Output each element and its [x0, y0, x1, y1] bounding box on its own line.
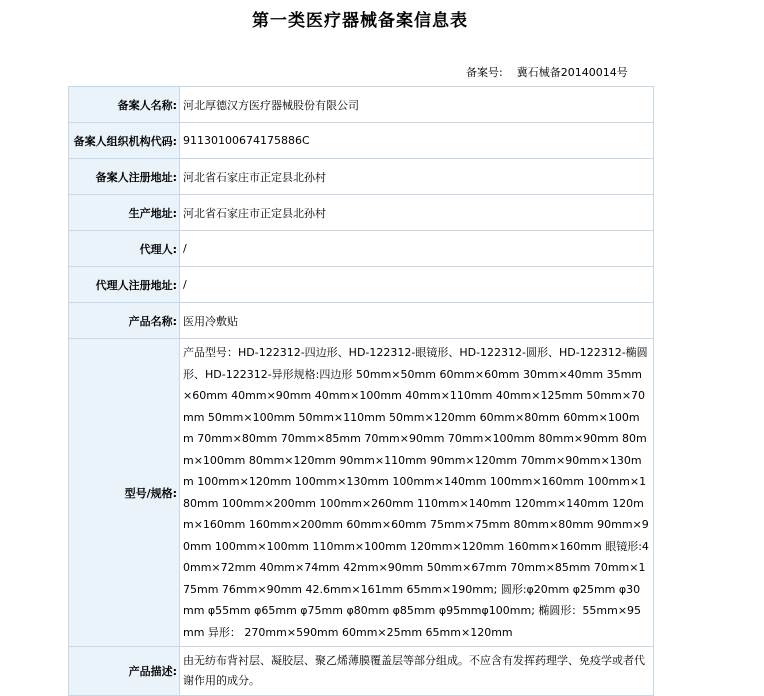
field-value: 河北省石家庄市正定县北孙村 — [180, 159, 654, 195]
page-title: 第一类医疗器械备案信息表 — [252, 11, 468, 31]
record-number-label: 备案号: — [466, 66, 503, 79]
table-row — [69, 123, 654, 159]
field-label: 代理人注册地址: — [69, 267, 180, 303]
spec-label: 型号/规格: — [69, 339, 180, 647]
field-label: 产品名称: — [69, 303, 180, 339]
spec-value: 产品型号：HD-122312-四边形、HD-122312-眼镜形、HD-122312-圆形、HD-122312-椭圆形、HD-122312-异形规格:四边形 50mm×50mm 60mm×60mm 30mm×40mm 35mm×60mm 40mm×90mm 40mm×100mm 40mm×110mm 40mm×125mm 50mm×70mm 50mm×100mm 50mm×110mm 50mm×120mm 60mm×80mm 60mm×100mm 70mm×80mm 70mm×85mm 70mm×90mm 70mm×100mm 80mm×90mm 80mm×100mm 80mm×120mm 90mm×110mm 90mm×120mm 70mm×90mm×130mm 100mm×120mm 100mm×130mm 100mm×140mm 100mm×160mm 100mm×180mm 100mm×200mm 100mm×260mm 110mm×140mm 120mm×140mm 120mm×160mm 160mm×200mm 60mm×60mm 75mm×75mm 80mm×80mm 90mm×90mm 100mm×100mm 110mm×100mm 120mm×120mm 160mm×160mm 眼镜形:40mm×72mm 40mm×74mm 42mm×90mm 50mm×67mm 70mm×85mm 70mm×175mm 76mm×90mm 42.6mm×161mm 65mm×190mm; 圆形:φ20mm φ25mm φ30mm φ55mm φ65mm φ75mm φ80mm φ85mm φ95mmφ100mm; 椭圆形：55mm×95mm 异形： 270mm×590mm 60mm×25mm 65mm×120mm — [180, 339, 654, 647]
field-value: 河北厚德汉方医疗器械股份有限公司 — [180, 87, 654, 123]
description-label: 产品描述: — [69, 647, 180, 696]
table-row — [69, 231, 654, 267]
field-value: / — [180, 231, 654, 267]
field-value: 河北省石家庄市正定县北孙村 — [180, 195, 654, 231]
field-label: 备案人注册地址: — [69, 159, 180, 195]
table-row — [69, 195, 654, 231]
description-value: 由无纺布背衬层、凝胶层、聚乙烯薄膜覆盖层等部分组成。不应含有发挥药理学、免疫学或者代谢作用的成分。 — [180, 647, 654, 696]
table-row — [69, 159, 654, 195]
info-table — [68, 86, 654, 696]
field-label: 备案人名称: — [69, 87, 180, 123]
field-value: 91130100674175886C — [180, 123, 654, 159]
table-row — [69, 87, 654, 123]
table-row — [69, 267, 654, 303]
field-value: / — [180, 267, 654, 303]
record-number-value: 冀石械备20140014号 — [516, 66, 628, 79]
field-label: 备案人组织机构代码: — [69, 123, 180, 159]
field-value: 医用冷敷贴 — [180, 303, 654, 339]
table-row-description — [69, 647, 654, 696]
field-label: 代理人: — [69, 231, 180, 267]
table-row-spec — [69, 339, 654, 647]
table-row — [69, 303, 654, 339]
field-label: 生产地址: — [69, 195, 180, 231]
record-number — [466, 64, 628, 80]
